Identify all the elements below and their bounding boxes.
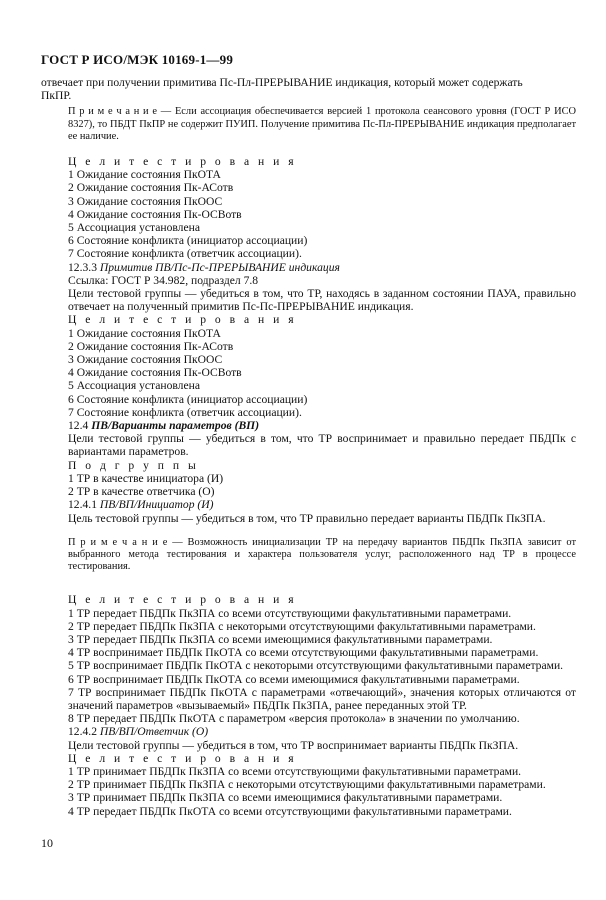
- list-item: 7 ТР воспринимает ПБДПк ПкОТА с параметрами «отвечающий», значения которых отличаются от значений параметров «вызываемый» ПБДПк ПкЗПА, ранее переданных этой ТР.: [68, 685, 576, 712]
- section-number: 12.4.2: [68, 725, 100, 739]
- page-number: 10: [41, 836, 53, 850]
- list-item: 4 ТР воспринимает ПБДПк ПкОТА со всеми отсутствующими факультативными параметрами.: [68, 646, 539, 660]
- list-item: 8 ТР передает ПБДПк ПкОТА с параметром «версия протокола» в значении по умолчанию.: [68, 712, 520, 726]
- list-item: 1 Ожидание состояния ПкОТА: [68, 168, 221, 182]
- note-1-text: — Если ассоциация обеспечивается версией 1 протокола сеансового уровня (ГОСТ Р ИСО 8327), то ПБДТ ПкПР не содержит ПУИП. Получение примитива Пс-Пл-ПРЕРЫВАНИЕ индикация предполагает ее наличие.: [68, 106, 577, 142]
- goals-heading-a: Ц е л и т е с т и р о в а н и я: [68, 155, 297, 169]
- section-title: ПВ/ВП/Ответчик (О): [99, 725, 209, 739]
- section-12-3-3-heading: [68, 261, 576, 274]
- list-item: 3 ТР передает ПБДПк ПкЗПА со всеми имеющимися факультативными параметрами.: [68, 632, 493, 646]
- goal-12-3-3: Цели тестовой группы — убедиться в том, что ТР, находясь в заданном состоянии ПАУА, правильно отвечает на полученный примитив Пс-Пс-ПРЕРЫВАНИЕ индикация.: [68, 287, 576, 314]
- note-2-text: — Возможность инициализации ТР на передачу вариантов ПБДПк ПкЗПА зависит от выбранного метода тестирования и характера пользователя услуг, расположенного над ТР в процессе тестирования.: [68, 536, 576, 573]
- list-item: 4 ТР передает ПБДПк ПкОТА со всеми отсутствующими факультативными параметрами.: [68, 804, 512, 818]
- section-12-4-heading: [68, 419, 576, 432]
- goals-list-b: [68, 327, 576, 419]
- list-item: 2 ТР принимает ПБДПк ПкЗПА с некоторыми отсутствующими факультативными параметрами.: [68, 778, 546, 792]
- list-item: 3 ТР принимает ПБДПк ПкЗПА со всеми имеющимися факультативными параметрами.: [68, 791, 503, 805]
- goals-list-d: [68, 765, 576, 818]
- subgroup-item: 2 ТР в качестве ответчика (О): [68, 485, 215, 499]
- goals-heading-c: Ц е л и т е с т и р о в а н и я: [68, 593, 297, 607]
- list-item: 5 Ассоциация установлена: [68, 379, 200, 393]
- list-item: 7 Состояние конфликта (ответчик ассоциации).: [68, 247, 302, 261]
- document-body: [41, 76, 577, 818]
- section-12-4-2-heading: [68, 725, 576, 738]
- list-item: 1 Ожидание состояния ПкОТА: [68, 326, 221, 340]
- note-1-label: П р и м е ч а н и е: [68, 106, 158, 118]
- goals-list-c: [68, 607, 576, 726]
- note-2: [68, 537, 576, 574]
- list-item: 6 ТР воспринимает ПБДПк ПкОТА со всеми имеющимися факультативными параметрами.: [68, 672, 520, 686]
- goal-12-4-1: Цель тестовой группы — убедиться в том, что ТР правильно передает варианты ПБДПк ПкЗПА.: [68, 511, 546, 525]
- list-item: 7 Состояние конфликта (ответчик ассоциации).: [68, 405, 302, 419]
- section-number: 12.3.3: [68, 260, 100, 274]
- goals-heading-b: Ц е л и т е с т и р о в а н и я: [68, 313, 297, 327]
- list-item: 3 Ожидание состояния ПкООС: [68, 353, 223, 367]
- section-title: ПВ/Варианты параметров (ВП): [91, 419, 260, 433]
- reference-line: Ссылка: ГОСТ Р 34.982, подраздел 7.8: [68, 273, 259, 287]
- running-header: ГОСТ Р ИСО/МЭК 10169-1—99: [41, 52, 234, 67]
- list-item: 6 Состояние конфликта (инициатор ассоциации): [68, 234, 308, 248]
- list-item: 5 ТР воспринимает ПБДПк ПкОТА с некоторыми отсутствующими факультативными параметрами.: [68, 659, 564, 673]
- list-item: 4 Ожидание состояния Пк-ОСВотв: [68, 207, 242, 221]
- note-1: [68, 106, 576, 143]
- subgroup-item: 1 ТР в качестве инициатора (И): [68, 471, 224, 485]
- section-title: Примитив ПВ/Пс-Пс-ПРЕРЫВАНИЕ индикация: [99, 260, 340, 274]
- list-item: 5 Ассоциация установлена: [68, 221, 200, 235]
- goals-heading-d: Ц е л и т е с т и р о в а н и я: [68, 751, 297, 765]
- goal-12-4-2: Цели тестовой группы — убедиться в том, что ТР воспринимает варианты ПБДПк ПкЗПА.: [68, 738, 519, 752]
- note-2-label: П р и м е ч а н и е: [68, 536, 168, 548]
- list-item: 4 Ожидание состояния Пк-ОСВотв: [68, 366, 242, 380]
- subgroups-heading: П о д г р у п п ы: [68, 458, 199, 472]
- list-item: 2 ТР передает ПБДПк ПкЗПА с некоторыми отсутствующими факультативными параметрами.: [68, 619, 536, 633]
- section-12-4-1-heading: [68, 498, 576, 511]
- list-item: 1 ТР принимает ПБДПк ПкЗПА со всеми отсутствующими факультативными параметрами.: [68, 764, 522, 778]
- list-item: 3 Ожидание состояния ПкООС: [68, 194, 223, 208]
- list-item: 2 Ожидание состояния Пк-АСотв: [68, 181, 234, 195]
- goals-list-a: [68, 168, 576, 260]
- intro-line-1: отвечает при получении примитива Пс-Пл-ПРЕРЫВАНИЕ индикация, который может содержать: [41, 76, 523, 89]
- intro-line-2: ПкПР.: [41, 89, 72, 103]
- section-number: 12.4: [68, 419, 92, 433]
- list-item: 1 ТР передает ПБДПк ПкЗПА со всеми отсутствующими факультативными параметрами.: [68, 606, 512, 620]
- goal-12-4: Цели тестовой группы — убедиться в том, что ТР воспринимает и правильно передает ПБДПк с вариантами параметров.: [68, 432, 576, 459]
- section-title: ПВ/ВП/Инициатор (И): [99, 498, 214, 512]
- list-item: 2 Ожидание состояния Пк-АСотв: [68, 339, 234, 353]
- list-item: 6 Состояние конфликта (инициатор ассоциации): [68, 392, 308, 406]
- section-number: 12.4.1: [68, 498, 100, 512]
